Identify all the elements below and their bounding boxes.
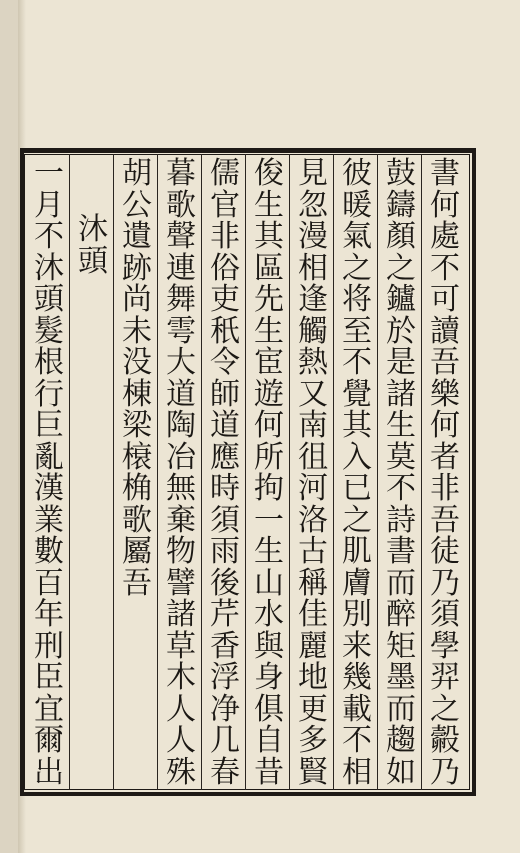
glyph: 自 (254, 723, 284, 758)
glyph: 多 (298, 723, 328, 758)
glyph: 入 (342, 439, 372, 475)
glyph: 沐 (78, 212, 108, 247)
glyph: 彼 (342, 156, 372, 191)
glyph: 乃 (430, 565, 460, 601)
glyph: 諸 (166, 597, 196, 632)
glyph: 地 (298, 660, 328, 695)
glyph: 洛 (298, 502, 328, 538)
glyph: 頭 (78, 243, 108, 279)
column-rule (201, 154, 202, 790)
glyph: 吾 (122, 565, 152, 601)
glyph: 佳 (298, 597, 328, 632)
glyph: 麗 (298, 628, 328, 664)
glyph: 沐 (34, 250, 64, 286)
glyph: 業 (34, 502, 64, 538)
glyph: 将 (342, 282, 372, 317)
glyph: 年 (34, 597, 64, 632)
glyph: 遊 (254, 376, 284, 412)
glyph: 所 (254, 439, 284, 475)
glyph: 後 (210, 565, 240, 601)
glyph: 月 (34, 187, 64, 223)
column-rule (113, 154, 114, 790)
glyph: 一 (34, 156, 64, 191)
glyph: 木 (166, 660, 196, 695)
glyph: 吾 (430, 345, 460, 380)
glyph: 生 (386, 408, 416, 443)
glyph: 相 (298, 250, 328, 286)
glyph: 與 (254, 628, 284, 664)
glyph: 別 (342, 597, 372, 632)
glyph: 先 (254, 282, 284, 317)
text-column (381, 156, 421, 790)
glyph: 殊 (166, 754, 196, 790)
glyph: 相 (342, 754, 372, 790)
glyph: 髮 (34, 313, 64, 349)
glyph: 之 (430, 691, 460, 727)
glyph: 其 (342, 408, 372, 443)
glyph: 春 (210, 754, 240, 790)
glyph: 者 (430, 439, 460, 475)
glyph: 墨 (386, 660, 416, 695)
glyph: 宜 (34, 691, 64, 727)
glyph: 樂 (430, 376, 460, 412)
glyph: 百 (34, 565, 64, 601)
glyph: 俱 (254, 691, 284, 727)
glyph: 矩 (386, 628, 416, 664)
glyph: 至 (342, 313, 372, 349)
glyph: 吾 (430, 502, 460, 538)
glyph: 頭 (34, 282, 64, 317)
glyph: 山 (254, 565, 284, 601)
glyph: 更 (298, 691, 328, 727)
glyph: 遺 (122, 219, 152, 254)
glyph: 覺 (342, 376, 372, 412)
column-rule (421, 154, 422, 790)
glyph: 亂 (34, 439, 64, 475)
glyph: 須 (430, 597, 460, 632)
glyph: 一 (254, 502, 284, 538)
glyph: 尚 (122, 282, 152, 317)
glyph: 巨 (34, 408, 64, 443)
text-column (161, 156, 201, 790)
glyph: 於 (386, 313, 416, 349)
glyph: 觸 (298, 313, 328, 349)
glyph: 書 (430, 156, 460, 191)
glyph: 學 (430, 628, 460, 664)
glyph: 書 (386, 534, 416, 569)
glyph: 人 (166, 691, 196, 727)
glyph: 見 (298, 156, 328, 191)
glyph: 水 (254, 597, 284, 632)
glyph: 暖 (342, 187, 372, 223)
glyph: 雨 (210, 534, 240, 569)
glyph: 令 (210, 345, 240, 380)
column-rule (69, 154, 70, 790)
glyph: 根 (34, 345, 64, 380)
glyph: 出 (34, 754, 64, 790)
glyph: 来 (342, 628, 372, 664)
glyph: 跡 (122, 250, 152, 286)
glyph: 載 (342, 691, 372, 727)
text-column (29, 156, 69, 790)
glyph: 詩 (386, 502, 416, 538)
glyph: 徂 (298, 439, 328, 475)
glyph: 梁 (122, 408, 152, 443)
glyph: 何 (430, 408, 460, 443)
glyph: 之 (342, 250, 372, 286)
glyph: 熱 (298, 345, 328, 380)
section-heading (73, 158, 113, 786)
glyph: 是 (386, 345, 416, 380)
glyph: 數 (34, 534, 64, 569)
glyph: 拘 (254, 471, 284, 506)
glyph: 之 (342, 502, 372, 538)
glyph: 肌 (342, 534, 372, 569)
glyph: 雩 (166, 313, 196, 349)
glyph: 非 (430, 471, 460, 506)
glyph: 不 (430, 250, 460, 286)
glyph: 已 (342, 471, 372, 506)
glyph: 榱 (122, 439, 152, 475)
glyph: 暮 (166, 156, 196, 191)
glyph: 而 (386, 565, 416, 601)
glyph: 几 (210, 723, 240, 758)
text-column (249, 156, 289, 790)
glyph: 胡 (122, 156, 152, 191)
glyph: 應 (210, 439, 240, 475)
glyph: 宦 (254, 345, 284, 380)
glyph: 爾 (34, 723, 64, 758)
glyph: 物 (166, 534, 196, 569)
glyph: 鼓 (386, 156, 416, 191)
glyph: 鑪 (386, 282, 416, 317)
glyph: 棄 (166, 502, 196, 538)
glyph: 身 (254, 660, 284, 695)
glyph: 行 (34, 376, 64, 412)
glyph: 連 (166, 250, 196, 286)
glyph: 逢 (298, 282, 328, 317)
glyph: 儒 (210, 156, 240, 191)
glyph: 無 (166, 471, 196, 506)
glyph: 香 (210, 628, 240, 664)
glyph: 徒 (430, 534, 460, 569)
glyph: 不 (342, 345, 372, 380)
glyph: 何 (430, 187, 460, 223)
glyph: 氣 (342, 219, 372, 254)
glyph: 而 (386, 691, 416, 727)
text-column (293, 156, 333, 790)
glyph: 漫 (298, 219, 328, 254)
glyph: 不 (386, 471, 416, 506)
glyph: 不 (34, 219, 64, 254)
glyph: 讀 (430, 313, 460, 349)
glyph: 乃 (430, 754, 460, 790)
glyph: 生 (254, 187, 284, 223)
glyph: 道 (210, 408, 240, 443)
glyph: 陶 (166, 408, 196, 443)
column-rule (245, 154, 246, 790)
glyph: 顏 (386, 219, 416, 254)
glyph: 趨 (386, 723, 416, 758)
glyph: 秖 (210, 313, 240, 349)
glyph: 非 (210, 219, 240, 254)
text-column (117, 158, 157, 786)
glyph: 不 (342, 723, 372, 758)
glyph: 忽 (298, 187, 328, 223)
glyph: 處 (430, 219, 460, 254)
glyph: 棟 (122, 376, 152, 412)
glyph: 膚 (342, 565, 372, 601)
glyph: 桷 (122, 471, 152, 506)
glyph: 幾 (342, 660, 372, 695)
glyph: 舞 (166, 282, 196, 317)
glyph: 莫 (386, 439, 416, 475)
glyph: 净 (210, 691, 240, 727)
page-edge (0, 0, 19, 853)
glyph: 冶 (166, 439, 196, 475)
glyph: 可 (430, 282, 460, 317)
glyph: 公 (122, 187, 152, 223)
glyph: 芹 (210, 597, 240, 632)
column-rule (377, 154, 378, 790)
glyph: 俗 (210, 250, 240, 286)
glyph: 聲 (166, 219, 196, 254)
column-rule (157, 154, 158, 790)
glyph: 其 (254, 219, 284, 254)
glyph: 官 (210, 187, 240, 223)
glyph: 河 (298, 471, 328, 506)
glyph: 南 (298, 408, 328, 443)
glyph: 屬 (122, 534, 152, 569)
glyph: 大 (166, 345, 196, 380)
glyph: 臣 (34, 660, 64, 695)
glyph: 昔 (254, 754, 284, 790)
glyph: 浮 (210, 660, 240, 695)
glyph: 人 (166, 723, 196, 758)
glyph: 草 (166, 628, 196, 664)
glyph: 俊 (254, 156, 284, 191)
glyph: 生 (254, 313, 284, 349)
glyph: 生 (254, 534, 284, 569)
glyph: 古 (298, 534, 328, 569)
glyph: 區 (254, 250, 284, 286)
glyph: 醉 (386, 597, 416, 632)
glyph: 㲉 (430, 723, 460, 758)
glyph: 刑 (34, 628, 64, 664)
glyph: 諸 (386, 376, 416, 412)
text-column (337, 156, 377, 790)
glyph: 道 (166, 376, 196, 412)
column-rule (333, 154, 334, 790)
glyph: 時 (210, 471, 240, 506)
glyph: 譬 (166, 565, 196, 601)
glyph: 須 (210, 502, 240, 538)
glyph: 師 (210, 376, 240, 412)
glyph: 漢 (34, 471, 64, 506)
glyph: 如 (386, 754, 416, 790)
glyph: 吏 (210, 282, 240, 317)
glyph: 賢 (298, 754, 328, 790)
glyph: 没 (122, 345, 152, 380)
glyph: 之 (386, 250, 416, 286)
glyph: 鑄 (386, 187, 416, 223)
glyph: 何 (254, 408, 284, 443)
column-rule (289, 154, 290, 790)
glyph: 未 (122, 313, 152, 349)
text-column (425, 156, 465, 790)
glyph: 歌 (122, 502, 152, 538)
glyph: 又 (298, 376, 328, 412)
glyph: 歌 (166, 187, 196, 223)
glyph: 羿 (430, 660, 460, 695)
glyph: 稱 (298, 565, 328, 601)
text-column (205, 156, 245, 790)
